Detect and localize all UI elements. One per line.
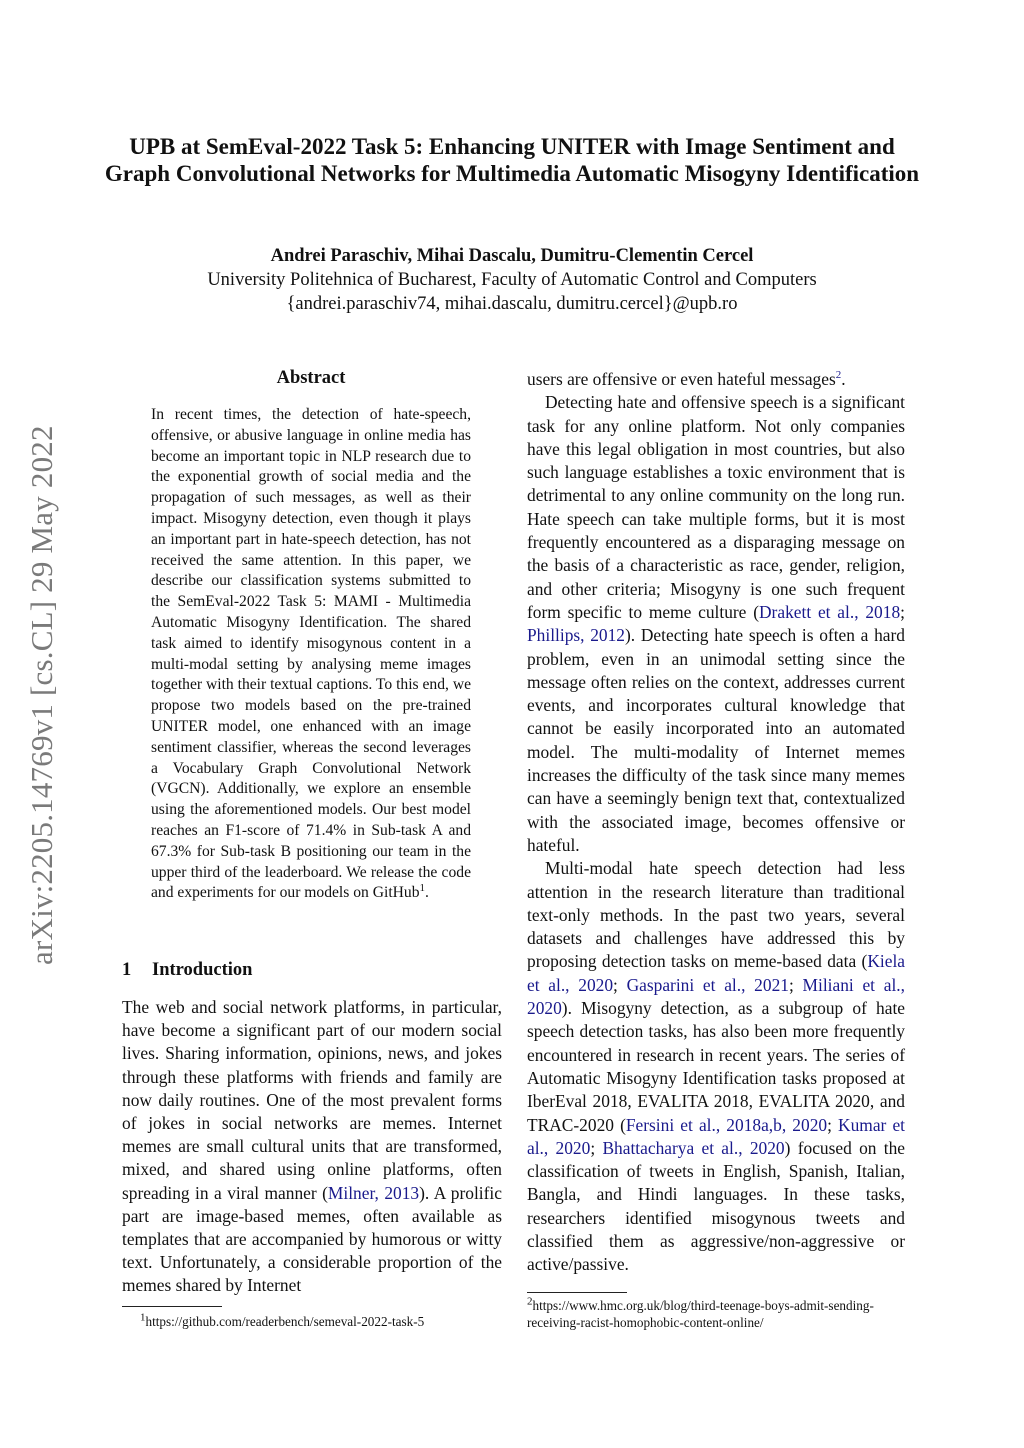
intro-paragraph-3 (527, 857, 905, 1276)
abstract-heading: Abstract (276, 368, 346, 388)
citation-link[interactable]: Fersini et al., 2018a,b, 2020 (625, 1114, 828, 1135)
footnote-mark-1[interactable]: 1 (419, 882, 426, 895)
intro-left-column (122, 996, 502, 1298)
footnote-url[interactable]: https://github.com/readerbench/semeval-2022-task-5 (145, 1314, 425, 1329)
footnote-number: 2 (527, 1295, 533, 1308)
continuation-paragraph (527, 368, 905, 391)
arxiv-identifier: arXiv:2205.14769v1 [cs.CL] 29 May 2022 (24, 425, 59, 965)
text-run: ). Detecting hate speech is often a hard problem, even in an unimodal setting since the message often relies on the context, addresses current events, and incorporates cultural knowledge that cannot be easily incorporated into an automated model. The multi-modality of Internet memes increases the difficulty of the task since many memes can have a seemingly benign text that, contextualized with the associated image, becomes offensive or hateful. (527, 625, 906, 855)
citation-link[interactable]: Miliani et al., 2020 (527, 974, 905, 1019)
text-run: ) focused on the classification of tweets in English, Spanish, Italian, Bangla, and Hindi languages. In these tasks, researchers identified misogynous tweets and classified them as aggressive/non-aggressive or active/passive. (527, 1137, 906, 1275)
section-number: 1 (122, 960, 132, 980)
footnote-url[interactable]: https://www.hmc.org.uk/blog/third-teenage-boys-admit-sending-receiving-racist-homophobic-content-online/ (527, 1298, 874, 1330)
text-run: . (841, 369, 846, 389)
intro-right-column (527, 368, 905, 1277)
text-run: Multi-modal hate speech detection had less attention in the research literature than traditional text-only methods. In the past two years, several datasets and challenges have addressed this by proposing detection tasks on meme-based data ( (527, 858, 905, 972)
text-run: Detecting hate and offensive speech is a significant task for any online platform. Not only companies have this legal obligation in most countries, but also such language establishes a toxic environment that is detrimental to any online community on the long run. Hate speech can take multiple forms, but it is most frequently encountered as a disparaging message on the basis of a characteristic as race, gender, religion, and other criteria; Misogyny is one such frequent form specific to meme culture ( (527, 392, 905, 622)
citation-link[interactable]: Bhattacharya et al., 2020 (602, 1137, 785, 1158)
footnote-1 (140, 1313, 520, 1330)
abstract-end-period: . (425, 884, 429, 902)
abstract-body-text: In recent times, the detection of hate-speech, offensive, or abusive language in online media has become an important topic in NLP research due to the exponential growth of social media and the propagation of such messages, as well as their impact. Misogyny detection, even though it plays an important part in hate-speech detection, has not received the same attention. In this paper, we describe our classification systems submitted to the SemEval-2022 Task 5: MAMI - Multimedia Automatic Misogyny Identification. The shared task aimed to identify misogynous content in a multi-modal setting by analysing meme images together with their textual captions. To this end, we propose two models based on the pre-trained UNITER model, one enhanced with an image sentiment classifier, whereas the second leverages a Vocabulary Graph Convolutional Network (VGCN). Additionally, we explore an ensemble using the aforementioned models. Our best model reaches an F1-score of 71.4% in Sub-task A and 67.3% for Sub-task B positioning our team in the upper third of the leaderboard. We release the code and experiments for our models on GitHub (151, 406, 471, 902)
citation-link[interactable]: Kumar et al., 2020 (527, 1114, 905, 1158)
footnote-mark-2[interactable]: 2 (835, 369, 842, 382)
intro-paragraph-2 (527, 391, 905, 857)
intro-paragraph-1 (122, 996, 502, 1298)
footnote-number: 1 (140, 1311, 146, 1324)
citation-link[interactable]: Phillips, 2012 (527, 625, 626, 646)
text-run: ; (788, 974, 803, 995)
section-title: Introduction (152, 960, 253, 980)
text-run: ; (590, 1137, 603, 1158)
text-run: ; (613, 974, 627, 995)
citation-link[interactable]: Drakett et al., 2018 (759, 601, 901, 622)
author-emails: {andrei.paraschiv74, mihai.dascalu, dumitru.cercel}@upb.ro (286, 294, 738, 314)
footnote-2 (527, 1297, 905, 1331)
text-run: ). A prolific part are image-based memes, often available as templates that are accompanied by humorous or witty text. Unfortunately, a considerable proportion of the memes shared by Internet (122, 1182, 502, 1296)
author-list: Andrei Paraschiv, Mihai Dascalu, Dumitru-Clementin Cercel (270, 246, 754, 266)
text-run: ; (900, 601, 905, 622)
text-run: The web and social network platforms, in particular, have become a significant part of our modern social lives. Sharing information, opinions, news, and jokes through these platforms with friends and family are now daily routines. One of the most prevalent forms of jokes in social networks are memes. Internet memes are small cultural units that are transformed, mixed, and shared using online platforms, often spreading in a viral manner ( (122, 997, 502, 1203)
paper-title: UPB at SemEval-2022 Task 5: Enhancing UNITER with Image Sentiment and Graph Convolutional Networks for Multimedia Automatic Misogyny Identification (104, 134, 920, 186)
text-run: ; (827, 1114, 839, 1135)
text-run: users are offensive or even hateful messages (527, 369, 836, 389)
footnote-divider (527, 1292, 627, 1293)
citation-link[interactable]: Milner, 2013 (327, 1182, 420, 1203)
text-run: ). Misogyny detection, as a subgroup of hate speech detection tasks, has also been more frequently encountered in research in recent years. The series of Automatic Misogyny Identification tasks proposed at IberEval 2018, EVALITA 2018, EVALITA 2020, and TRAC-2020 ( (527, 998, 905, 1135)
section-heading-introduction (122, 960, 502, 981)
citation-link[interactable]: Kiela et al., 2020 (527, 951, 905, 995)
citation-link[interactable]: Gasparini et al., 2021 (626, 974, 789, 995)
abstract-text (151, 405, 471, 904)
footnote-divider (122, 1306, 222, 1307)
affiliation: University Politehnica of Bucharest, Faculty of Automatic Control and Computers (207, 270, 817, 290)
